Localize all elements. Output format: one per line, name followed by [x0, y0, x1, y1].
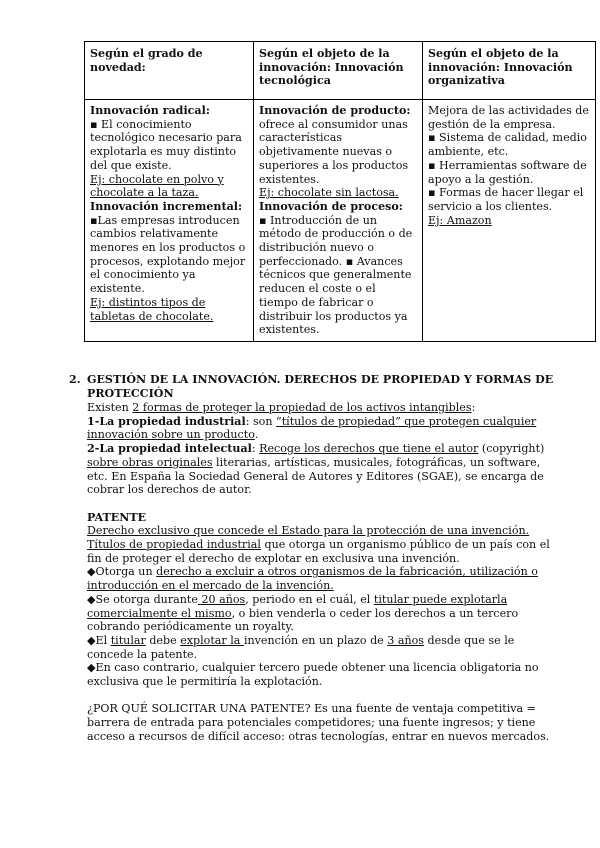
- intellectual-underlined-b: sobre obras originales: [87, 455, 213, 469]
- intro-colon: :: [471, 401, 476, 414]
- org-example: Ej: Amazon: [428, 213, 492, 227]
- bullet-text: debe: [145, 633, 181, 647]
- intro-underlined: 2 formas de proteger la propiedad de los activos intangibles: [132, 401, 472, 414]
- section-number: 2.: [69, 373, 81, 386]
- incremental-text: ▪Las empresas introducen cambios relativamente menores en los productos o procesos, explotando mejor el conocimiento ya existente.: [90, 213, 246, 296]
- titulos-underlined: Títulos de propiedad industrial: [87, 538, 261, 552]
- industrial-paragraph: [87, 415, 562, 442]
- patente-titulos: [87, 538, 562, 565]
- product-text: ofrece al consumidor unas características objetivamente nuevas o superiores a los productos existentes.: [259, 117, 409, 186]
- cell-novedad: [85, 100, 254, 342]
- intellectual-paragraph: [87, 442, 562, 497]
- radical-text: ▪ El conocimiento tecnológico necesario para explotarla es muy distinto del que existe.: [90, 117, 242, 172]
- bullet-text: invención en un plazo de: [243, 633, 388, 647]
- cell-organizativa: [423, 100, 596, 342]
- org-item: ▪ Sistema de calidad, medio ambiente, etc.: [428, 131, 587, 159]
- industrial-underlined: “títulos de propiedad” que protegen cualquier innovación sobre un producto: [87, 414, 537, 442]
- innovation-types-table: [84, 41, 596, 342]
- org-intro: Mejora de las actividades de gestión de la empresa.: [428, 104, 589, 131]
- intellectual-text-c: literarias, artísticas, musicales, fotográficas, un software, etc. En España la Sociedad General de Autores y Editores (SGAE), se encarga de cobrar los derechos de autor.: [87, 455, 544, 497]
- bullet-underlined: titular: [110, 633, 146, 647]
- intro-text: Existen: [87, 401, 133, 414]
- bullet-underlined: titular puede explotarla comercialmente el mismo: [87, 592, 508, 620]
- incremental-title: Innovación incremental:: [90, 199, 243, 213]
- bullet-text: ◆Se otorga durante: [87, 592, 198, 606]
- patente-bullet-1: [87, 565, 562, 592]
- why-patent-paragraph: ¿POR QUÉ SOLICITAR UNA PATENTE? Es una fuente de ventaja competitiva = barrera de entrada para potenciales competidores; una fuente ingresos; y tiene acceso a recursos de difícil acceso: otras tecnologías, entrar en nuevos mercados.: [87, 702, 550, 743]
- cell-tecnologica: [254, 100, 423, 342]
- patente-bullet-3: [87, 634, 562, 661]
- intellectual-text-b: (copyright): [478, 442, 545, 456]
- bullet-underlined: explotar la: [180, 633, 244, 647]
- intellectual-underlined: Recoge los derechos que tiene el autor: [259, 442, 479, 456]
- patente-heading: PATENTE: [87, 510, 147, 524]
- section-heading: [69, 373, 564, 400]
- product-title: Innovación de producto:: [259, 104, 411, 117]
- patente-bullet-2: [87, 593, 562, 634]
- section-body: [87, 401, 562, 744]
- industrial-end: .: [254, 428, 259, 442]
- bullet-text: ◆Otorga un: [87, 565, 157, 579]
- header-tecnologica: Según el objeto de la innovación: Innovación tecnológica: [254, 42, 423, 100]
- patente-definition: Derecho exclusivo que concede el Estado para la protección de una invención.: [87, 524, 530, 538]
- org-item: ▪ Formas de hacer llegar el servicio a los clientes.: [428, 186, 584, 213]
- industrial-text: : son: [245, 414, 277, 428]
- org-item: ▪ Herramientas software de apoyo a la gestión.: [428, 158, 587, 186]
- process-title: Innovación de proceso:: [259, 199, 403, 213]
- product-example: Ej: chocolate sin lactosa.: [259, 186, 399, 200]
- bullet-text: desde que se le concede la patente.: [87, 633, 515, 661]
- header-novedad: Según el grado de novedad:: [85, 42, 254, 100]
- bullet-underlined: 20 años: [197, 592, 246, 606]
- bullet-text: , periodo en el cuál, el: [245, 592, 374, 606]
- intellectual-label: 2-La propiedad intelectual: [87, 442, 252, 456]
- bullet-underlined: derecho a excluir a otros organismos de la fabricación, utilización o introducción en el mercado de la invención.: [87, 565, 538, 593]
- titulos-text: que otorga un organismo público de un país con el fin de proteger el derecho de explotar en exclusiva una invención.: [87, 538, 550, 565]
- section-title: GESTIÓN DE LA INNOVACIÓN. DERECHOS DE PROPIEDAD Y FORMAS DE PROTECCIÓN: [87, 373, 554, 400]
- product-block: [259, 104, 417, 186]
- patente-bullet-4: ◆En caso contrario, cualquier tercero puede obtener una licencia obligatoria no exclusiva que le permitiría la explotación.: [87, 661, 539, 689]
- table-row: [85, 100, 596, 342]
- industrial-label: 1-La propiedad industrial: [87, 414, 246, 428]
- bullet-text: , o bien venderla o ceder los derechos a un tercero cobrando periódicamente un royalty.: [87, 606, 519, 634]
- table-header-row: [85, 42, 596, 100]
- intro-paragraph: [87, 401, 562, 415]
- process-text: ▪ Introducción de un método de producción o de distribución nuevo o perfeccionado. ▪ Avances técnicos que generalmente reducen el coste o el tiempo de fabricar o distribuir los productos ya existentes.: [259, 213, 413, 337]
- radical-title: Innovación radical:: [90, 104, 210, 117]
- bullet-text: ◆El: [87, 633, 111, 647]
- header-organizativa: Según el objeto de la innovación: Innovación organizativa: [423, 42, 596, 100]
- bullet-underlined: 3 años: [387, 633, 424, 647]
- intellectual-text: :: [251, 442, 260, 456]
- radical-example: Ej: chocolate en polvo y chocolate a la taza.: [90, 172, 224, 200]
- incremental-example: Ej: distintos tipos de tabletas de chocolate.: [90, 295, 214, 323]
